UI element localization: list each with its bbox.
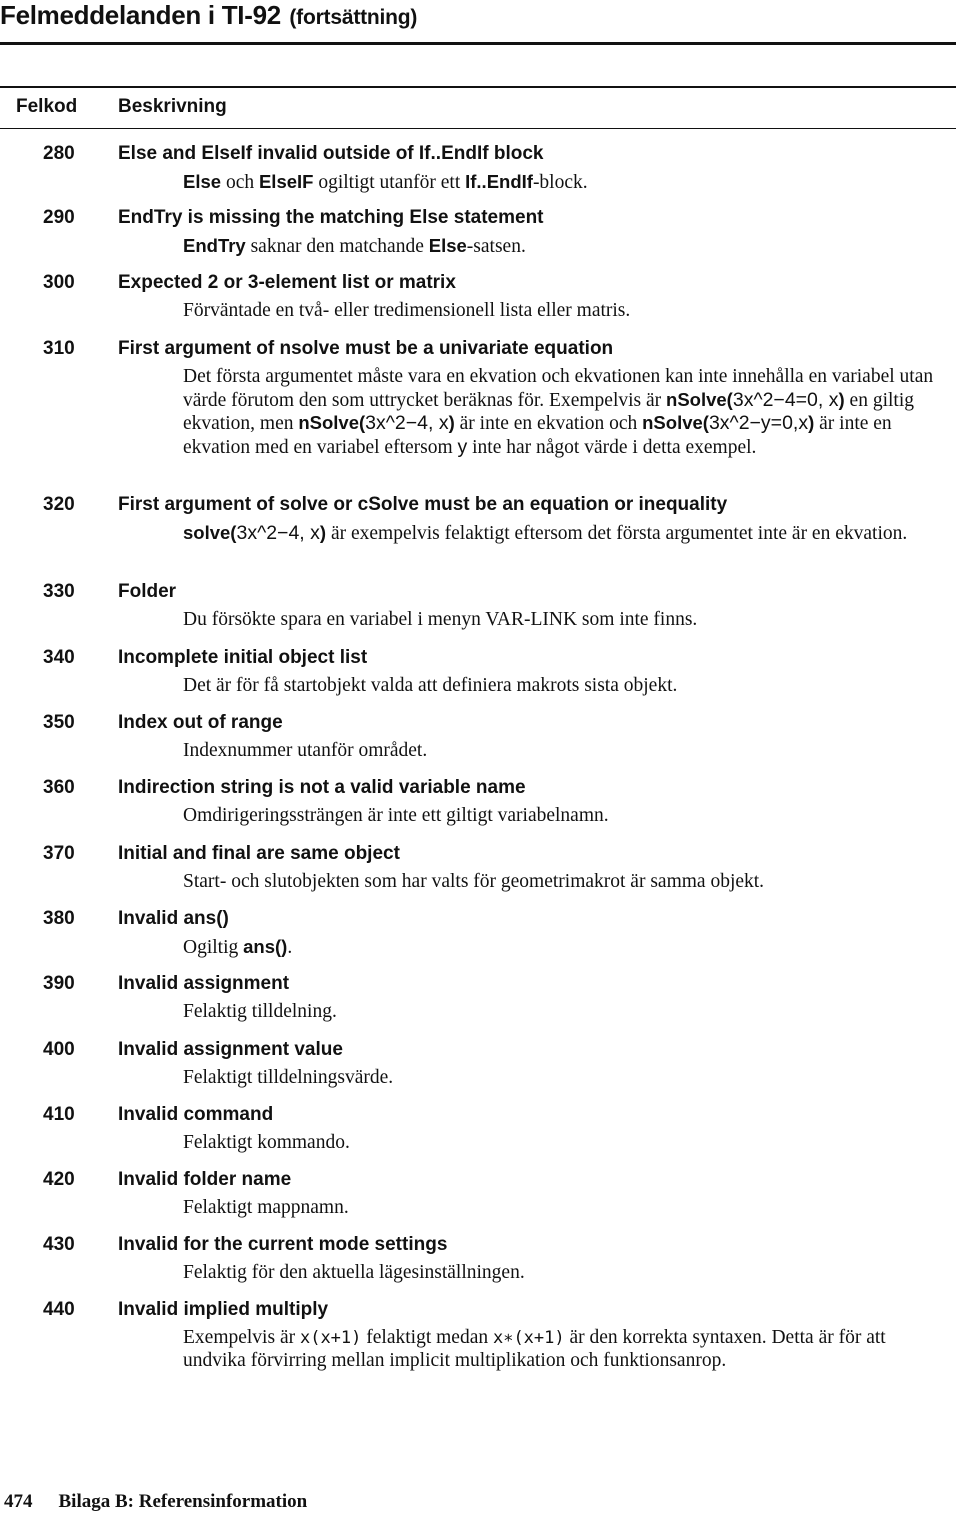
error-description-sv: Omdirigeringssträngen är inte ett giltigt variabelnamn.: [183, 805, 609, 826]
error-description-sv: [183, 936, 948, 960]
keyword: EndTry: [183, 235, 246, 256]
error-code: 340: [43, 647, 75, 668]
error-code: 410: [43, 1104, 75, 1125]
error-description-sv: Start- och slutobjekten som har valts för geometrimakrot är samma objekt.: [183, 871, 765, 892]
function-name: solve(: [183, 522, 237, 543]
error-message-en: Initial and final are same object: [118, 843, 400, 864]
function-name: ans(): [243, 936, 288, 957]
text: en giltig ekvation, men: [183, 389, 914, 434]
error-code: 390: [43, 973, 75, 994]
error-message-en: Expected 2 or 3-element list or matrix: [118, 272, 456, 293]
page-title-main: Felmeddelanden i TI-92: [0, 0, 281, 30]
error-code: 360: [43, 777, 75, 798]
table-top-rule: [0, 86, 956, 88]
function-name: nSolve(: [666, 388, 733, 410]
text: Det första argumentet måste vara en ekvation och ekvationen kan inte innehålla en variabel utan värde förutom den som uttrycket beräknas för. Exempelvis är: [183, 366, 934, 411]
page-number: 474: [4, 1491, 33, 1512]
error-message-en: Folder: [118, 581, 177, 602]
error-description-sv: Det är för få startobjekt valda att definiera makrots sista objekt.: [183, 675, 678, 696]
keyword: Else: [183, 171, 222, 192]
page-footer: [4, 1491, 307, 1513]
error-message-en: Invalid ans(): [118, 908, 229, 929]
function-close: ): [319, 522, 327, 543]
text: -block.: [532, 172, 588, 193]
expression: x(x+1): [299, 1328, 362, 1348]
error-description-sv: [183, 1327, 948, 1372]
expression: 3x^2−y=0,x: [708, 412, 809, 434]
error-message-en: EndTry is missing the matching Else statement: [118, 207, 544, 228]
error-message-en: First argument of solve or cSolve must be an equation or inequality: [118, 494, 728, 515]
error-message-en: Index out of range: [118, 712, 283, 733]
text: är exempelvis felaktigt eftersom det första argumentet inte är en ekvation.: [326, 523, 908, 544]
error-message-en: First argument of nsolve must be a univariate equation: [118, 338, 614, 359]
error-code: 350: [43, 712, 75, 733]
function-close: ): [808, 412, 815, 433]
column-header-description: Beskrivning: [118, 96, 227, 117]
error-code: 320: [43, 494, 75, 515]
text: .: [287, 937, 293, 958]
table-header-rule: [0, 128, 956, 129]
text: Exempelvis är: [183, 1327, 300, 1348]
error-code: 420: [43, 1169, 75, 1190]
error-code: 370: [43, 843, 75, 864]
error-message-en: Indirection string is not a valid variable name: [118, 777, 526, 798]
text: och: [221, 172, 259, 193]
error-code: 440: [43, 1299, 75, 1320]
error-code: 400: [43, 1039, 75, 1060]
error-message-en: Invalid for the current mode settings: [118, 1234, 448, 1255]
function-close: ): [838, 388, 845, 410]
error-code: 380: [43, 908, 75, 929]
page-title-subtitle: (fortsättning): [289, 6, 418, 29]
error-message-en: Invalid assignment value: [118, 1039, 343, 1060]
variable: y: [457, 435, 468, 458]
error-message-en: Invalid command: [118, 1104, 274, 1125]
error-description-sv: Felaktigt mappnamn.: [183, 1197, 349, 1218]
error-message-en: Else and ElseIf invalid outside of If..EndIf block: [118, 143, 544, 164]
text: ogiltigt utanför ett: [313, 172, 466, 193]
expression: 3x^2−4, x: [236, 522, 320, 544]
error-code: 330: [43, 581, 75, 602]
footer-section-title: Bilaga B: Referensinformation: [58, 1491, 308, 1512]
text: felaktigt medan: [361, 1327, 493, 1348]
error-description-sv: Felaktigt kommando.: [183, 1132, 350, 1153]
error-description-sv: Felaktig tilldelning.: [183, 1001, 337, 1022]
keyword: Else: [428, 235, 467, 256]
page-title: [0, 0, 417, 31]
error-message-en: Invalid implied multiply: [118, 1299, 329, 1320]
error-description-sv: [183, 366, 948, 459]
text: är inte en ekvation och: [454, 413, 643, 434]
error-message-en: Incomplete initial object list: [118, 647, 368, 668]
text: -satsen.: [466, 236, 526, 257]
text: Ogiltig: [183, 937, 244, 958]
expression: 3x^2−4, x: [365, 412, 449, 434]
error-description-sv: Felaktig för den aktuella lägesinställningen.: [183, 1262, 525, 1283]
error-code: 280: [43, 143, 75, 164]
column-header-code: Felkod: [16, 96, 78, 117]
error-message-en: Invalid assignment: [118, 973, 290, 994]
expression: 3x^2−4=0, x: [732, 388, 839, 411]
error-description-sv: [183, 171, 948, 195]
error-code: 290: [43, 207, 75, 228]
error-description-sv: Felaktigt tilldelningsvärde.: [183, 1067, 394, 1088]
function-name: nSolve(: [642, 412, 709, 433]
error-code: 300: [43, 272, 75, 293]
title-rule: [0, 42, 956, 45]
text: saknar den matchande: [245, 236, 429, 257]
error-description-sv: Du försökte spara en variabel i menyn VAR-LINK som inte finns.: [183, 609, 698, 630]
error-description-sv: [183, 235, 948, 259]
keyword: ElseIF: [258, 171, 314, 192]
expression: x∗(x+1): [492, 1328, 565, 1348]
keyword: If..EndIf: [465, 171, 533, 192]
error-message-en: Invalid folder name: [118, 1169, 292, 1190]
error-description-sv: Förväntade en två- eller tredimensionell lista eller matris.: [183, 300, 631, 321]
error-description-sv: Indexnummer utanför området.: [183, 740, 428, 761]
function-name: nSolve(: [298, 412, 366, 433]
text: är den korrekta syntaxen. Detta är för att undvika förvirring mellan implicit multiplikation och funktionsanrop.: [183, 1327, 886, 1371]
error-code: 310: [43, 338, 75, 359]
text: är inte en ekvation med en variabel eftersom: [183, 413, 892, 458]
error-code: 430: [43, 1234, 75, 1255]
function-close: ): [448, 412, 455, 433]
text: inte har något värde i detta exempel.: [467, 436, 757, 458]
error-description-sv: [183, 522, 948, 546]
